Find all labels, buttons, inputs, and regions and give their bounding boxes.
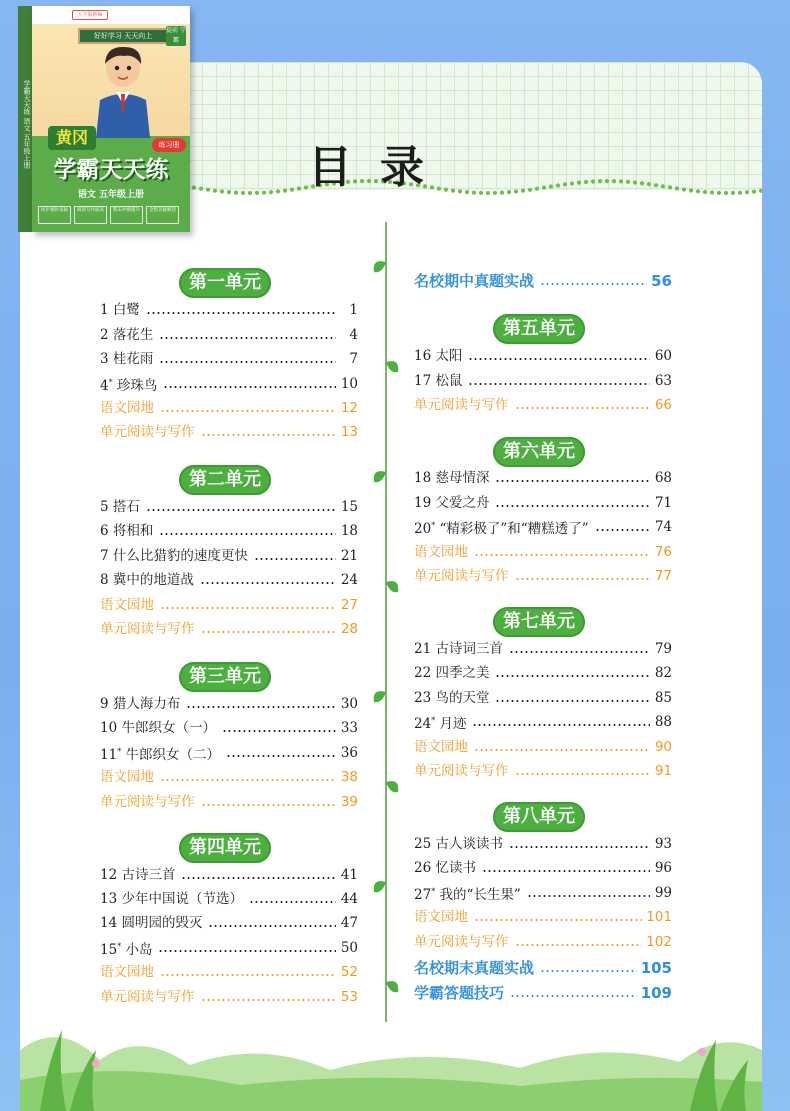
toc-entry-title: [414, 835, 503, 853]
toc-entry[interactable]: [100, 939, 358, 957]
page-number: 44: [340, 891, 358, 907]
toc-entry[interactable]: [414, 372, 672, 390]
lesson-title: 搭石: [112, 499, 140, 515]
dot-leader: [158, 950, 336, 952]
toc-entry[interactable]: [100, 793, 358, 811]
toc-entry[interactable]: [414, 884, 672, 902]
toc-entry-title: [100, 890, 243, 908]
dot-leader: [201, 434, 337, 436]
lesson-title: 单元阅读与写作: [414, 763, 509, 779]
page-number: 30: [340, 696, 358, 712]
toc-entry[interactable]: [100, 620, 358, 638]
lesson-title: “精彩极了”和“糟糕透了”: [439, 520, 589, 537]
dot-leader: [495, 505, 650, 507]
toc-entry-title: [414, 933, 509, 951]
lesson-number: 23: [414, 690, 432, 706]
page-number: 105: [640, 959, 672, 977]
toc-entry-title: [100, 963, 154, 981]
lesson-title: 单元阅读与写作: [100, 424, 195, 440]
page-number: 68: [654, 470, 672, 486]
toc-entry-title: [100, 866, 175, 884]
lesson-number: 18: [414, 470, 432, 486]
toc-entry-title: [100, 374, 157, 395]
unit-heading: 第六单元: [493, 437, 585, 467]
lesson-number: 5: [100, 499, 109, 515]
lesson-number: 2: [100, 327, 109, 343]
page-number: 38: [340, 769, 358, 785]
cover-feature-list: [38, 206, 186, 224]
cover-book-title: 学霸天天练: [53, 157, 169, 183]
toc-entry-title: [414, 517, 589, 538]
toc-entry-title: [414, 372, 462, 390]
page-number: 60: [654, 348, 672, 364]
page-number: 74: [654, 519, 672, 535]
dot-leader: [159, 361, 336, 363]
page-number: 4: [349, 327, 358, 343]
lesson-number: 12: [100, 867, 118, 883]
lesson-number: 3: [100, 351, 109, 367]
toc-entry[interactable]: [100, 744, 358, 762]
toc-entry[interactable]: [100, 866, 358, 884]
toc-entry[interactable]: [100, 423, 358, 441]
toc-entry-title: [100, 938, 152, 959]
toc-entry-title: [414, 762, 509, 780]
toc-entry[interactable]: [414, 469, 672, 487]
toc-entry[interactable]: [100, 719, 358, 737]
page-number: 63: [654, 373, 672, 389]
page-number: 88: [654, 714, 672, 730]
toc-entry-title: [100, 326, 153, 344]
dot-leader: [200, 582, 336, 584]
page-number: 66: [654, 397, 672, 413]
self-study-mark: *: [108, 377, 113, 387]
book-spine: 学霸天天练 语文 五年级上册: [18, 6, 32, 232]
lesson-title: 语文园地: [414, 909, 468, 925]
lesson-title: 学霸答题技巧: [414, 984, 505, 1002]
lesson-title: 古诗词三首: [435, 641, 503, 657]
lesson-title: 月迹: [439, 715, 467, 732]
toc-entry-title: [414, 908, 468, 926]
toc-entry-title: [100, 743, 220, 764]
toc-entry-title: [414, 640, 503, 658]
dot-leader: [472, 724, 650, 726]
toc-entry-title: [414, 494, 489, 512]
toc-entry-title: [100, 547, 248, 565]
toc-entry-title: [100, 768, 154, 786]
page-number: 79: [654, 641, 672, 657]
dot-leader: [254, 558, 336, 560]
lesson-title: 鸟的天堂: [435, 690, 490, 706]
toc-entry[interactable]: [100, 301, 358, 319]
dot-leader: [515, 944, 643, 946]
toc-entry[interactable]: [100, 399, 358, 417]
dot-leader: [595, 529, 650, 531]
cover-ribbon: 提前 学霸: [166, 27, 186, 44]
toc-entry[interactable]: [414, 567, 672, 585]
toc-entry[interactable]: [100, 498, 358, 516]
lesson-number: 13: [100, 891, 118, 907]
toc-entry-title: [414, 883, 521, 904]
toc-entry[interactable]: [414, 543, 672, 561]
page-number: 12: [340, 400, 358, 416]
dot-leader: [509, 651, 650, 653]
dot-leader: [186, 706, 336, 708]
lesson-title: 圆明园的毁灭: [121, 915, 203, 931]
lesson-number: 7: [100, 548, 109, 564]
cover-edition-badge: 大字版新编: [72, 10, 108, 20]
book-cover: [18, 6, 190, 232]
toc-entry-title: [100, 695, 180, 713]
page-number: 50: [340, 940, 358, 956]
lesson-title: 冀中的地道战: [112, 572, 194, 588]
page-number: 71: [654, 495, 672, 511]
footer-grass-illustration: [0, 990, 790, 1111]
page-number: 101: [646, 909, 672, 925]
toc-entry-title: [100, 350, 153, 368]
lesson-number: 27: [414, 886, 432, 903]
self-study-mark: *: [117, 746, 122, 756]
toc-entry-title: [414, 543, 468, 561]
toc-entry[interactable]: [100, 350, 358, 368]
toc-entry-title: [100, 793, 195, 811]
page-number: 15: [340, 499, 358, 515]
page-number: 99: [654, 885, 672, 901]
page-number: 52: [340, 964, 358, 980]
dot-leader: [160, 974, 336, 976]
toc-entry[interactable]: [414, 835, 672, 853]
lesson-number: 16: [414, 348, 432, 364]
page-number: 7: [349, 351, 358, 367]
dot-leader: [163, 386, 336, 388]
toc-entry-title: [414, 689, 489, 707]
self-study-mark: *: [431, 520, 436, 530]
unit-heading: 第二单元: [179, 465, 271, 495]
dot-leader: [515, 407, 651, 409]
page-number: 109: [640, 984, 672, 1002]
lesson-title: 松鼠: [435, 373, 463, 389]
toc-entry-title: [414, 738, 468, 756]
cover-top-strip: [32, 6, 190, 24]
page-number: 41: [340, 867, 358, 883]
lesson-title: 牛郎织女（二）: [125, 746, 220, 763]
lesson-title: 猎人海力布: [112, 696, 181, 712]
lesson-title: 语文园地: [100, 400, 154, 416]
dot-leader: [495, 700, 650, 702]
cover-feature: 阅读写作拔高: [74, 206, 107, 224]
lesson-title: 单元阅读与写作: [414, 934, 509, 950]
toc-entry-title: [414, 347, 462, 365]
dot-leader: [474, 919, 642, 921]
unit-heading: 第七单元: [493, 607, 585, 637]
lesson-title: 太阳: [435, 348, 463, 364]
cover-feature: 同步课时基础: [38, 206, 71, 224]
toc-entry-title: [100, 620, 195, 638]
page-number: 56: [651, 272, 672, 290]
toc-entry-title: [100, 423, 195, 441]
dot-leader: [474, 554, 650, 556]
lesson-number: 14: [100, 915, 118, 931]
lesson-number: 4: [100, 377, 109, 394]
dot-leader: [515, 578, 651, 580]
toc-entry[interactable]: [414, 859, 672, 877]
page-number: 13: [340, 424, 358, 440]
toc-entry-title: [100, 522, 153, 540]
toc-entry[interactable]: [414, 518, 672, 536]
lesson-title: 语文园地: [100, 769, 154, 785]
lesson-number: 25: [414, 836, 432, 852]
unit-heading: 第三单元: [179, 662, 271, 692]
toc-entry[interactable]: [100, 547, 358, 565]
page-number: 47: [340, 915, 358, 931]
toc-entry-title: [414, 859, 476, 877]
toc-entry-title: [414, 959, 534, 977]
lesson-number: 11: [100, 746, 118, 763]
toc-entry-title: [414, 272, 534, 290]
page-number: 91: [654, 763, 672, 779]
toc-entry[interactable]: [100, 695, 358, 713]
dot-leader: [509, 846, 650, 848]
toc-entry[interactable]: [414, 396, 672, 414]
dot-leader: [181, 877, 336, 879]
lesson-number: 20: [414, 520, 432, 537]
page-number: 33: [340, 720, 358, 736]
toc-entry-title: [100, 301, 140, 319]
page-number: 24: [340, 572, 358, 588]
dot-leader: [540, 283, 647, 285]
dot-leader: [527, 895, 650, 897]
lesson-title: 什么比猎豹的速度更快: [112, 548, 248, 564]
lesson-number: 19: [414, 495, 432, 511]
lesson-title: 语文园地: [414, 739, 468, 755]
toc-entry[interactable]: [100, 522, 358, 540]
dot-leader: [474, 749, 650, 751]
cover-blackboard: 好好学习 天天向上: [78, 28, 168, 44]
dot-leader: [160, 779, 336, 781]
toc-entry[interactable]: [414, 762, 672, 780]
cover-subtitle: 语文 五年级上册: [77, 190, 145, 200]
toc-entry[interactable]: [414, 713, 672, 731]
toc-entry-title: [414, 396, 509, 414]
lesson-title: 忆读书: [435, 860, 476, 876]
vine-divider: [370, 222, 400, 1022]
dot-leader: [201, 804, 337, 806]
dot-leader: [160, 410, 336, 412]
toc-entry[interactable]: [414, 347, 672, 365]
lesson-title: 落花生: [112, 327, 154, 343]
lesson-title: 语文园地: [414, 544, 468, 560]
toc-entry-title: [100, 571, 194, 589]
toc-entry[interactable]: [414, 689, 672, 707]
unit-heading: 第四单元: [179, 833, 271, 863]
dot-leader: [495, 675, 650, 677]
lesson-title: 语文园地: [100, 597, 154, 613]
page-number: 21: [340, 548, 358, 564]
toc-entry[interactable]: [100, 596, 358, 614]
page-number: 96: [654, 860, 672, 876]
dot-leader: [159, 533, 336, 535]
page-number: 85: [654, 690, 672, 706]
lesson-title: 父爱之舟: [435, 495, 490, 511]
toc-entry-title: [414, 567, 509, 585]
toc-entry[interactable]: [414, 738, 672, 756]
lesson-title: 古诗三首: [121, 867, 176, 883]
lesson-title: 单元阅读与写作: [414, 397, 509, 413]
toc-entry-title: [100, 399, 154, 417]
dot-leader: [249, 901, 336, 903]
self-study-mark: *: [431, 715, 436, 725]
lesson-number: 15: [100, 941, 118, 958]
lesson-number: 10: [100, 720, 118, 736]
page-number: 39: [340, 794, 358, 810]
lesson-title: 名校期中真题实战: [414, 272, 535, 290]
dot-leader: [495, 480, 650, 482]
dot-leader: [540, 970, 637, 972]
lesson-title: 单元阅读与写作: [100, 794, 195, 810]
page-number: 18: [340, 523, 358, 539]
toc-entry-title: [414, 469, 489, 487]
lesson-number: 1: [100, 302, 109, 318]
lesson-title: 慈母情深: [435, 470, 490, 486]
dot-leader: [201, 631, 337, 633]
toc-entry-title: [100, 498, 140, 516]
lesson-title: 古人谈读书: [435, 836, 503, 852]
unit-heading: 第八单元: [493, 802, 585, 832]
page-number: 82: [654, 665, 672, 681]
page-number: 1: [349, 302, 358, 318]
self-study-mark: *: [117, 941, 122, 951]
lesson-title: 白鹭: [112, 302, 140, 318]
lesson-title: 将相和: [112, 523, 154, 539]
lesson-title: 单元阅读与写作: [100, 989, 195, 1005]
dotted-wave-divider: [190, 172, 762, 202]
unit-heading: 第五单元: [493, 314, 585, 344]
page-title: 目录: [308, 142, 452, 193]
toc-entry-title: [100, 596, 154, 614]
lesson-number: 21: [414, 641, 432, 657]
cover-brand: 黄冈: [48, 126, 96, 150]
toc-entry[interactable]: [414, 664, 672, 682]
page-number: 93: [654, 836, 672, 852]
toc-entry[interactable]: [100, 963, 358, 981]
toc-entry[interactable]: [100, 890, 358, 908]
toc-entry-title: [100, 719, 216, 737]
page-number: 90: [654, 739, 672, 755]
dot-leader: [159, 337, 336, 339]
cover-feature: 期末冲刺提升: [110, 206, 143, 224]
toc-entry-title: [414, 712, 466, 733]
lesson-title: 小岛: [125, 941, 153, 958]
lesson-number: 17: [414, 373, 432, 389]
book-front-cover: [32, 6, 190, 232]
dot-leader: [226, 755, 336, 757]
cover-tag: 练习册: [152, 138, 186, 152]
lesson-title: 语文园地: [100, 964, 154, 980]
self-study-mark: *: [431, 886, 436, 896]
lesson-title: 名校期末真题实战: [414, 959, 535, 977]
toc-entry[interactable]: [100, 375, 358, 393]
page-number: 36: [340, 745, 358, 761]
page-number: 28: [340, 621, 358, 637]
dot-leader: [468, 383, 650, 385]
lesson-number: 24: [414, 715, 432, 732]
page-number: 76: [654, 544, 672, 560]
page-number: 53: [340, 989, 358, 1005]
page-number: 10: [340, 376, 358, 392]
lesson-title: 我的“长生果”: [439, 886, 521, 903]
lesson-title: 单元阅读与写作: [100, 621, 195, 637]
lesson-number: 9: [100, 696, 109, 712]
page-number: 27: [340, 597, 358, 613]
dot-leader: [146, 312, 336, 314]
toc-entry[interactable]: [100, 571, 358, 589]
dot-leader: [482, 870, 650, 872]
toc-entry[interactable]: [414, 908, 672, 926]
dot-leader: [222, 730, 336, 732]
lesson-title: 四季之美: [435, 665, 490, 681]
lesson-number: 22: [414, 665, 432, 681]
toc-entry[interactable]: [414, 271, 672, 291]
page-number: 77: [654, 568, 672, 584]
dot-leader: [208, 925, 336, 927]
toc-entry[interactable]: [414, 640, 672, 658]
lesson-title: 单元阅读与写作: [414, 568, 509, 584]
page-number: 102: [646, 934, 672, 950]
lesson-title: 牛郎织女（一）: [121, 720, 216, 736]
toc-entry-title: [414, 664, 489, 682]
toc-entry[interactable]: [100, 326, 358, 344]
lesson-title: 珍珠鸟: [116, 377, 158, 394]
lesson-title: 桂花雨: [112, 351, 154, 367]
dot-leader: [146, 509, 336, 511]
dot-leader: [515, 773, 651, 775]
lesson-number: 26: [414, 860, 432, 876]
toc-entry[interactable]: [414, 494, 672, 512]
toc-entry[interactable]: [100, 914, 358, 932]
lesson-number: 6: [100, 523, 109, 539]
lesson-title: 少年中国说（节选）: [121, 891, 243, 907]
dot-leader: [468, 358, 650, 360]
dot-leader: [160, 607, 336, 609]
lesson-number: 8: [100, 572, 109, 588]
toc-entry[interactable]: [414, 958, 672, 978]
toc-entry[interactable]: [414, 933, 672, 951]
unit-heading: 第一单元: [179, 268, 271, 298]
toc-entry-title: [100, 914, 202, 932]
toc-entry[interactable]: [100, 768, 358, 786]
student-illustration: [88, 42, 158, 138]
cover-feature: 全程答疑解惑: [146, 206, 179, 224]
